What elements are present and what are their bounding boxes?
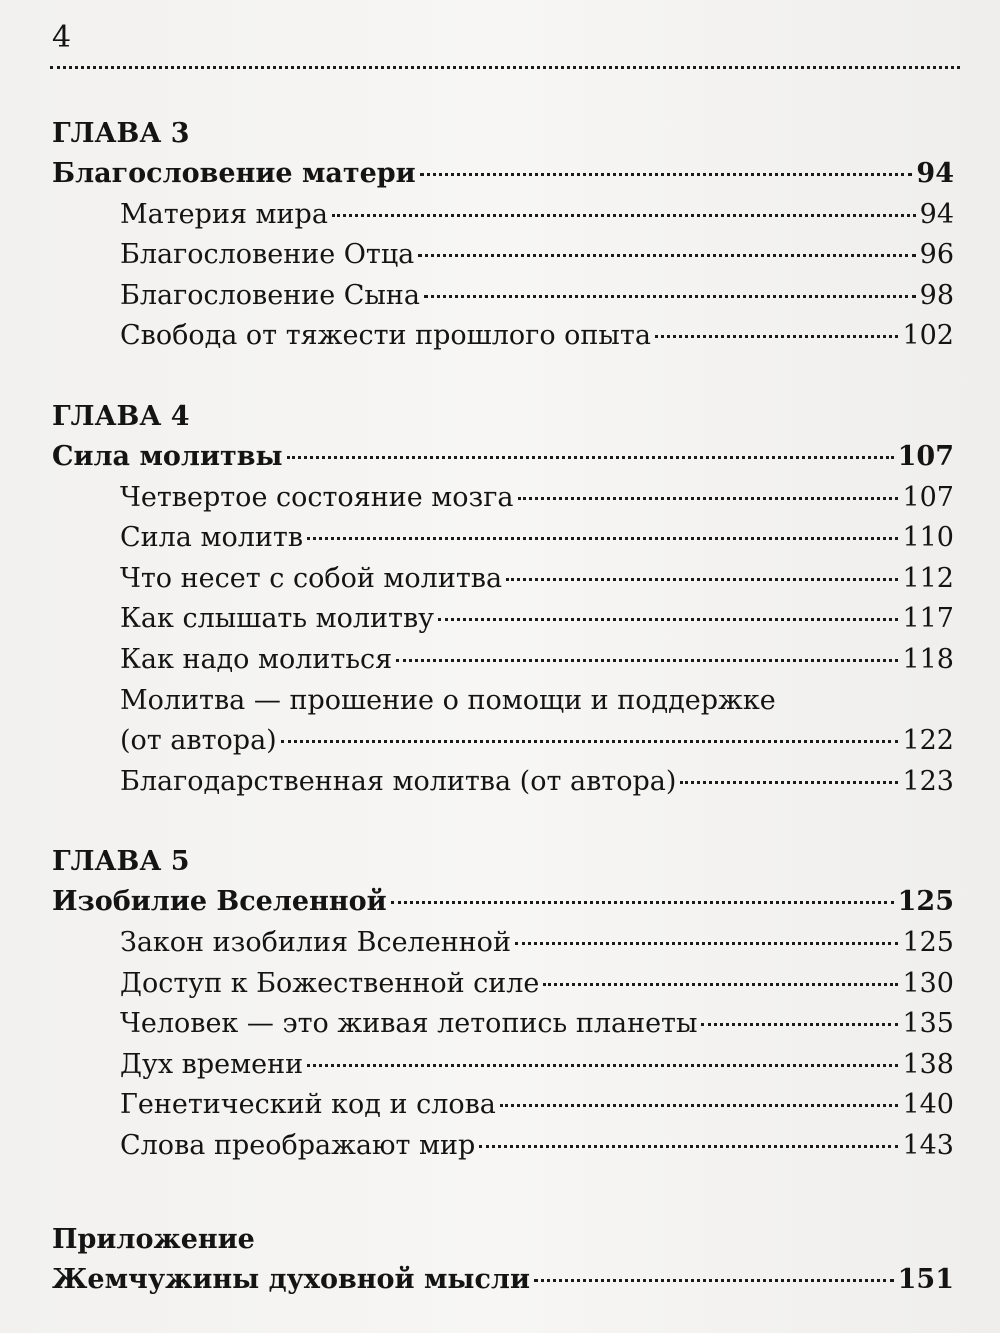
toc-entry (52, 195, 954, 236)
toc-entry-main (52, 154, 954, 195)
dot-leader (515, 942, 899, 945)
toc-entry-page: 107 (902, 481, 954, 513)
toc-entry-page: 96 (919, 239, 954, 271)
dot-leader (655, 335, 899, 338)
dot-leader (281, 740, 899, 743)
toc-entry-title: Доступ к Божественной силе (120, 967, 540, 999)
toc-entry (52, 235, 954, 276)
toc-entry-page: 123 (902, 765, 954, 797)
toc-entry-title: Благодарственная молитва (от автора) (120, 765, 677, 797)
toc-entry-title: Сила молитв (120, 522, 304, 554)
page-number: 4 (52, 20, 72, 55)
toc-entry-page: 138 (902, 1048, 954, 1080)
toc-entry-page: 94 (916, 158, 954, 189)
dot-leader (307, 1064, 898, 1067)
toc-entry-page: 143 (902, 1129, 954, 1161)
toc-entry-main (52, 437, 954, 478)
dot-leader (534, 1279, 894, 1282)
toc-entry-page: 122 (902, 725, 954, 757)
toc-entry (52, 478, 954, 519)
dot-leader (391, 901, 894, 904)
dot-leader (680, 781, 898, 784)
toc-entry-page: 125 (902, 926, 954, 958)
appendix-heading: Приложение (52, 1224, 255, 1256)
dot-leader (438, 618, 898, 621)
toc-entry (52, 518, 954, 559)
toc-entry-title: Генетический код и слова (120, 1089, 496, 1121)
dot-leader (543, 983, 898, 986)
section-spacer (52, 1166, 954, 1220)
toc-entry-title: Слова преображают мир (120, 1129, 476, 1161)
toc-entry-page: 125 (897, 886, 954, 918)
dot-leader (418, 254, 915, 257)
toc-entry-title: Закон изобилия Вселенной (120, 926, 511, 958)
dot-leader (332, 214, 916, 217)
dot-leader (518, 497, 899, 500)
toc-entry-title: Что несет с собой молитва (120, 562, 503, 594)
toc-entry (52, 721, 954, 762)
toc-entry-title-line1: Молитва — прошение о помощи и поддержке (120, 684, 776, 716)
toc-entry-page: 98 (919, 279, 954, 311)
toc-entry-page: 107 (897, 440, 954, 472)
toc-entry-title: Материя мира (120, 198, 328, 230)
toc-entry-page: 112 (902, 562, 954, 594)
toc-entry-title: Человек — это живая летопись планеты (120, 1008, 698, 1040)
toc-entry-page: 118 (902, 643, 954, 675)
dot-leader (287, 456, 894, 459)
toc-entry-title: Сила молитвы (52, 440, 283, 472)
toc-entry-title: Как слышать молитву (120, 603, 435, 635)
section-spacer (52, 802, 954, 842)
toc-entry-main (52, 1260, 954, 1301)
dot-leader (506, 578, 898, 581)
toc-entry-page: 110 (902, 522, 954, 554)
toc-entry (52, 1004, 954, 1045)
toc-entry-title: Четвертое состояние мозга (120, 481, 514, 513)
toc-entry (52, 316, 954, 357)
chapter-heading: ГЛАВА 3 (52, 118, 190, 149)
toc-entry (52, 559, 954, 600)
dot-leader (396, 659, 898, 662)
toc-entry-title: Благословение матери (52, 158, 416, 189)
toc-entry (52, 276, 954, 317)
toc-entry (52, 640, 954, 681)
toc-entry-title: Свобода от тяжести прошлого опыта (120, 320, 651, 352)
toc-entry (52, 1126, 954, 1167)
toc-entry (52, 1045, 954, 1086)
table-of-contents (52, 114, 954, 1301)
toc-entry-page: 151 (897, 1264, 954, 1296)
dot-leader (424, 295, 916, 298)
toc-entry-page: 130 (902, 967, 954, 999)
toc-entry-page: 135 (902, 1008, 954, 1040)
section-spacer (52, 357, 954, 397)
toc-entry-page: 102 (902, 320, 954, 352)
toc-entry-page: 117 (902, 603, 954, 635)
chapter-heading: ГЛАВА 5 (52, 846, 190, 878)
toc-entry (52, 599, 954, 640)
toc-entry (52, 1085, 954, 1126)
toc-entry-main (52, 882, 954, 923)
dot-leader (420, 173, 913, 176)
dot-leader (307, 537, 898, 540)
dot-leader (701, 1023, 898, 1026)
toc-entry-title: Благословение Отца (120, 239, 415, 271)
dot-leader (479, 1145, 898, 1148)
toc-entry-title: Как надо молиться (120, 643, 393, 675)
toc-entry-title: Благословение Сына (120, 279, 420, 311)
dot-leader (500, 1104, 899, 1107)
toc-entry-title: Жемчужины духовной мысли (52, 1264, 530, 1296)
toc-entry-page: 94 (919, 198, 954, 230)
header-dotted-rule (50, 66, 960, 69)
chapter-heading: ГЛАВА 4 (52, 400, 190, 432)
toc-entry (52, 923, 954, 964)
toc-entry-title: Дух времени (120, 1048, 304, 1080)
toc-entry-page: 140 (902, 1089, 954, 1121)
toc-entry (52, 762, 954, 803)
toc-entry (52, 964, 954, 1005)
toc-entry-title: Изобилие Вселенной (52, 886, 387, 918)
toc-entry-title: (от автора) (120, 725, 277, 757)
